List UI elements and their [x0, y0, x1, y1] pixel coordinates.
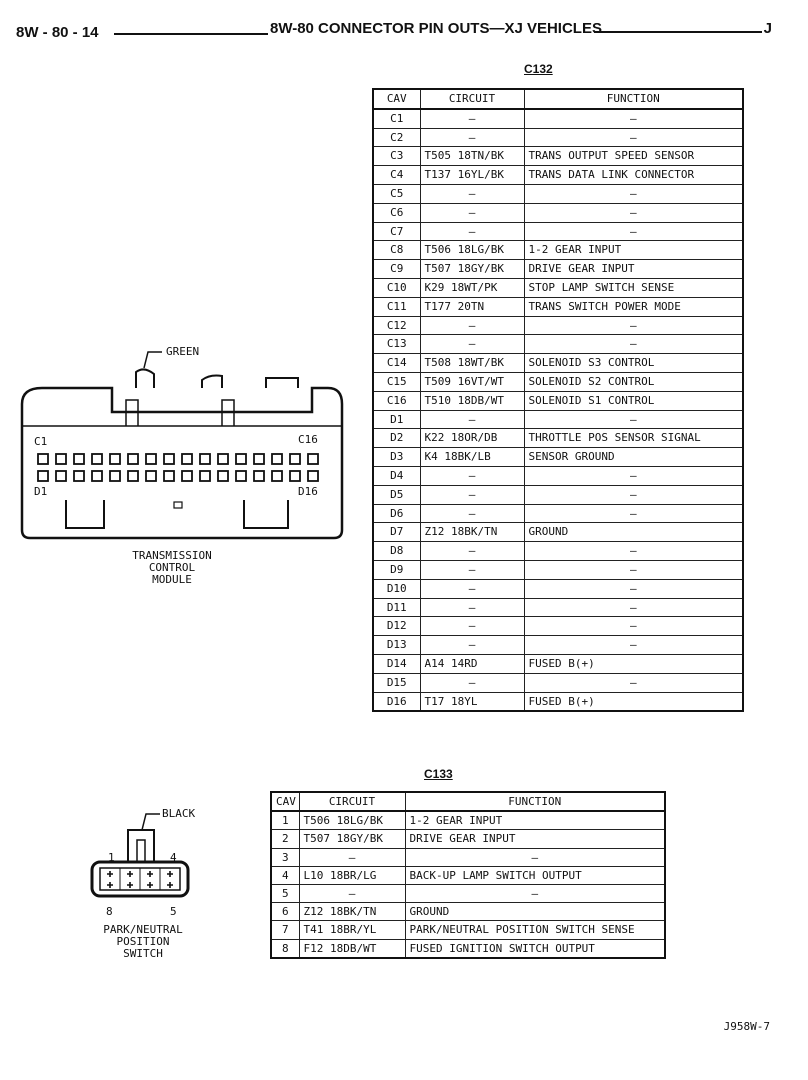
cell-cav: C14	[373, 354, 420, 373]
table-row	[271, 921, 665, 939]
pnp-name-line: POSITION	[116, 935, 170, 948]
cell-cav: D12	[373, 617, 420, 636]
page-number: 8W - 80 - 14	[16, 24, 99, 41]
cell-circuit: —	[420, 466, 524, 485]
tcm-pin-array	[38, 454, 318, 481]
table-row	[373, 203, 743, 222]
table-row	[373, 485, 743, 504]
c132-pinout-table	[372, 88, 744, 712]
tcm-name-line: TRANSMISSION	[132, 549, 212, 562]
table-row	[373, 579, 743, 598]
tcm-pin-cavity	[128, 471, 138, 481]
cell-circuit: —	[420, 316, 524, 335]
cell-circuit: A14 14RD	[420, 654, 524, 673]
cell-circuit: Z12 18BK/TN	[299, 903, 405, 921]
cell-function: —	[524, 109, 743, 128]
cell-function: —	[524, 466, 743, 485]
pnp-name-line: SWITCH	[123, 947, 163, 960]
table-row	[373, 523, 743, 542]
cell-function: FUSED B(+)	[524, 692, 743, 711]
cell-circuit: K29 18WT/PK	[420, 278, 524, 297]
header-rule-left	[114, 33, 268, 35]
cell-function: 1-2 GEAR INPUT	[524, 241, 743, 260]
table-row	[271, 848, 665, 866]
table-row	[373, 542, 743, 561]
tcm-pin-label-d1: D1	[34, 485, 48, 498]
cell-circuit: —	[420, 598, 524, 617]
pnp-pin-cavity	[107, 882, 113, 888]
cell-circuit: —	[299, 885, 405, 903]
cell-circuit: T507 18GY/BK	[420, 260, 524, 279]
cell-cav: C15	[373, 372, 420, 391]
table-row	[373, 429, 743, 448]
cell-cav: 8	[271, 939, 299, 958]
cell-cav: 3	[271, 848, 299, 866]
c133-pinout-table	[270, 791, 666, 959]
table-row	[373, 128, 743, 147]
cell-circuit: —	[420, 542, 524, 561]
column-header-function: FUNCTION	[524, 89, 743, 109]
cell-function: DRIVE GEAR INPUT	[524, 260, 743, 279]
cell-circuit: —	[420, 636, 524, 655]
cell-cav: C16	[373, 391, 420, 410]
cell-function: TRANS DATA LINK CONNECTOR	[524, 166, 743, 185]
cell-cav: C13	[373, 335, 420, 354]
c133-title: C133	[424, 767, 453, 781]
cell-function: —	[524, 598, 743, 617]
cell-cav: D9	[373, 560, 420, 579]
cell-circuit: T507 18GY/BK	[299, 830, 405, 848]
cell-cav: C1	[373, 109, 420, 128]
table-row	[373, 410, 743, 429]
tcm-pin-cavity	[236, 454, 246, 464]
cell-cav: D3	[373, 448, 420, 467]
cell-cav: 2	[271, 830, 299, 848]
tcm-pin-cavity	[56, 454, 66, 464]
cell-cav: C4	[373, 166, 420, 185]
cell-circuit: Z12 18BK/TN	[420, 523, 524, 542]
cell-cav: 1	[271, 811, 299, 830]
tcm-pin-cavity	[290, 454, 300, 464]
cell-circuit: —	[420, 579, 524, 598]
column-header-function: FUNCTION	[405, 792, 665, 811]
cell-cav: D13	[373, 636, 420, 655]
tcm-pin-cavity	[164, 471, 174, 481]
table-header-row	[373, 89, 743, 109]
tcm-pin-label-d16: D16	[298, 485, 318, 498]
tcm-pin-cavity	[110, 454, 120, 464]
tcm-pin-cavity	[128, 454, 138, 464]
cell-function: THROTTLE POS SENSOR SIGNAL	[524, 429, 743, 448]
cell-function: —	[524, 504, 743, 523]
pnp-pin-cavity	[107, 871, 113, 877]
tcm-pin-cavity	[254, 471, 264, 481]
table-row	[271, 830, 665, 848]
section-letter: J	[763, 20, 772, 37]
table-row	[373, 184, 743, 203]
tcm-connector-name	[112, 550, 232, 586]
cell-circuit: —	[420, 128, 524, 147]
cell-cav: D1	[373, 410, 420, 429]
cell-circuit: T137 16YL/BK	[420, 166, 524, 185]
cell-cav: D2	[373, 429, 420, 448]
header-rule-right	[594, 31, 762, 33]
cell-function: STOP LAMP SWITCH SENSE	[524, 278, 743, 297]
cell-function: —	[405, 848, 665, 866]
cell-function: —	[524, 410, 743, 429]
cell-circuit: F12 18DB/WT	[299, 939, 405, 958]
pnp-pin-cavity	[147, 882, 153, 888]
table-row	[373, 673, 743, 692]
tcm-pin-cavity	[38, 454, 48, 464]
cell-circuit: —	[420, 184, 524, 203]
table-row	[373, 654, 743, 673]
table-row	[271, 939, 665, 958]
cell-function: —	[524, 203, 743, 222]
cell-function: GROUND	[524, 523, 743, 542]
tcm-name-line: MODULE	[152, 573, 192, 586]
cell-function: —	[524, 485, 743, 504]
cell-circuit: T505 18TN/BK	[420, 147, 524, 166]
cell-circuit: —	[420, 203, 524, 222]
cell-cav: C7	[373, 222, 420, 241]
tcm-pin-cavity	[218, 471, 228, 481]
tcm-pin-cavity	[56, 471, 66, 481]
cell-cav: C3	[373, 147, 420, 166]
table-row	[373, 504, 743, 523]
cell-circuit: —	[420, 335, 524, 354]
tcm-pin-cavity	[308, 454, 318, 464]
cell-circuit: —	[420, 109, 524, 128]
cell-circuit: L10 18BR/LG	[299, 866, 405, 884]
cell-function: SOLENOID S1 CONTROL	[524, 391, 743, 410]
cell-cav: C11	[373, 297, 420, 316]
cell-cav: C6	[373, 203, 420, 222]
pnp-pin-label-8: 8	[106, 905, 113, 918]
column-header-cav: CAV	[271, 792, 299, 811]
cell-circuit: —	[420, 222, 524, 241]
cell-cav: C10	[373, 278, 420, 297]
table-row	[373, 147, 743, 166]
c132-title: C132	[524, 62, 553, 76]
cell-function: —	[524, 579, 743, 598]
table-row	[373, 278, 743, 297]
table-row	[373, 222, 743, 241]
table-row	[373, 391, 743, 410]
tcm-pin-label-c16: C16	[298, 433, 318, 446]
cell-function: 1-2 GEAR INPUT	[405, 811, 665, 830]
page-header	[16, 18, 772, 44]
table-row	[373, 372, 743, 391]
tcm-pin-cavity	[74, 454, 84, 464]
cell-cav: D4	[373, 466, 420, 485]
tcm-pin-cavity	[200, 454, 210, 464]
pnp-pin-label-1: 1	[108, 851, 115, 864]
cell-function: —	[524, 128, 743, 147]
tcm-pin-cavity	[38, 471, 48, 481]
cell-cav: C8	[373, 241, 420, 260]
tcm-pin-cavity	[146, 454, 156, 464]
cell-cav: 6	[271, 903, 299, 921]
pnp-connector-figure	[80, 800, 220, 970]
cell-circuit: —	[420, 485, 524, 504]
tcm-pin-label-c1: C1	[34, 435, 48, 448]
table-row	[373, 617, 743, 636]
figure-code: J958W-7	[723, 1020, 770, 1033]
pnp-name-line: PARK/NEUTRAL	[103, 923, 183, 936]
pnp-pin-cavity	[127, 882, 133, 888]
tcm-pin-cavity	[236, 471, 246, 481]
tcm-pin-cavity	[164, 454, 174, 464]
tcm-name-line: CONTROL	[148, 561, 196, 574]
cell-cav: D6	[373, 504, 420, 523]
page-title: 8W-80 CONNECTOR PIN OUTS—XJ VEHICLES	[270, 20, 602, 37]
pnp-connector-drawing	[80, 800, 220, 910]
tcm-pin-cavity	[74, 471, 84, 481]
table-row	[373, 560, 743, 579]
pnp-pin-cavity	[167, 871, 173, 877]
cell-circuit: T510 18DB/WT	[420, 391, 524, 410]
cell-cav: C5	[373, 184, 420, 203]
cell-circuit: —	[420, 673, 524, 692]
cell-function: DRIVE GEAR INPUT	[405, 830, 665, 848]
cell-circuit: —	[299, 848, 405, 866]
table-row	[373, 354, 743, 373]
column-header-circuit: CIRCUIT	[420, 89, 524, 109]
table-row	[373, 316, 743, 335]
table-row	[373, 297, 743, 316]
cell-function: GROUND	[405, 903, 665, 921]
cell-function: —	[524, 673, 743, 692]
table-row	[373, 692, 743, 711]
tcm-pin-cavity	[182, 454, 192, 464]
tcm-pin-cavity	[272, 454, 282, 464]
table-row	[373, 335, 743, 354]
cell-circuit: T177 20TN	[420, 297, 524, 316]
table-row	[271, 811, 665, 830]
cell-cav: D5	[373, 485, 420, 504]
cell-cav: D15	[373, 673, 420, 692]
cell-cav: C9	[373, 260, 420, 279]
pnp-color-label: BLACK	[162, 807, 196, 820]
cell-cav: D10	[373, 579, 420, 598]
cell-function: FUSED B(+)	[524, 654, 743, 673]
tcm-pin-cavity	[92, 454, 102, 464]
tcm-connector-figure	[16, 340, 356, 600]
cell-function: SENSOR GROUND	[524, 448, 743, 467]
tcm-pin-cavity	[290, 471, 300, 481]
cell-function: —	[524, 335, 743, 354]
cell-circuit: K4 18BK/LB	[420, 448, 524, 467]
cell-circuit: —	[420, 504, 524, 523]
c133-table-body	[271, 811, 665, 958]
cell-function: SOLENOID S2 CONTROL	[524, 372, 743, 391]
cell-cav: D8	[373, 542, 420, 561]
cell-function: —	[524, 560, 743, 579]
table-header-row	[271, 792, 665, 811]
table-row	[373, 166, 743, 185]
tcm-pin-cavity	[182, 471, 192, 481]
tcm-pin-cavity	[218, 454, 228, 464]
table-row	[373, 636, 743, 655]
cell-cav: D7	[373, 523, 420, 542]
column-header-cav: CAV	[373, 89, 420, 109]
cell-cav: D14	[373, 654, 420, 673]
tcm-pin-cavity	[308, 471, 318, 481]
cell-function: —	[405, 885, 665, 903]
cell-function: TRANS SWITCH POWER MODE	[524, 297, 743, 316]
cell-circuit: —	[420, 617, 524, 636]
cell-cav: 4	[271, 866, 299, 884]
cell-circuit: T17 18YL	[420, 692, 524, 711]
cell-function: —	[524, 636, 743, 655]
cell-circuit: T506 18LG/BK	[420, 241, 524, 260]
tcm-color-label: GREEN	[166, 345, 200, 358]
tcm-pin-cavity	[146, 471, 156, 481]
table-row	[373, 598, 743, 617]
table-row	[373, 260, 743, 279]
cell-function: —	[524, 184, 743, 203]
cell-function: —	[524, 316, 743, 335]
cell-function: FUSED IGNITION SWITCH OUTPUT	[405, 939, 665, 958]
c132-table-body	[373, 109, 743, 712]
pnp-pin-array	[107, 868, 173, 890]
table-row	[373, 241, 743, 260]
tcm-pin-cavity	[200, 471, 210, 481]
cell-circuit: —	[420, 410, 524, 429]
cell-circuit: T508 18WT/BK	[420, 354, 524, 373]
cell-circuit: T509 16VT/WT	[420, 372, 524, 391]
pnp-pin-label-4: 4	[170, 851, 177, 864]
tcm-pin-cavity	[110, 471, 120, 481]
cell-cav: D16	[373, 692, 420, 711]
cell-function: TRANS OUTPUT SPEED SENSOR	[524, 147, 743, 166]
tcm-pin-cavity	[272, 471, 282, 481]
cell-cav: C2	[373, 128, 420, 147]
pnp-pin-cavity	[167, 882, 173, 888]
cell-function: —	[524, 617, 743, 636]
table-row	[373, 466, 743, 485]
cell-cav: 7	[271, 921, 299, 939]
table-row	[271, 903, 665, 921]
cell-function: SOLENOID S3 CONTROL	[524, 354, 743, 373]
tcm-pin-cavity	[254, 454, 264, 464]
cell-function: —	[524, 222, 743, 241]
cell-function: PARK/NEUTRAL POSITION SWITCH SENSE	[405, 921, 665, 939]
cell-cav: 5	[271, 885, 299, 903]
cell-circuit: K22 18OR/DB	[420, 429, 524, 448]
cell-function: BACK-UP LAMP SWITCH OUTPUT	[405, 866, 665, 884]
table-row	[373, 448, 743, 467]
pnp-pin-cavity	[127, 871, 133, 877]
table-row	[373, 109, 743, 128]
tcm-pin-cavity	[92, 471, 102, 481]
pnp-pin-cavity	[147, 871, 153, 877]
cell-circuit: T506 18LG/BK	[299, 811, 405, 830]
cell-cav: D11	[373, 598, 420, 617]
table-row	[271, 866, 665, 884]
cell-circuit: T41 18BR/YL	[299, 921, 405, 939]
cell-function: —	[524, 542, 743, 561]
column-header-circuit: CIRCUIT	[299, 792, 405, 811]
cell-cav: C12	[373, 316, 420, 335]
pnp-pin-label-5: 5	[170, 905, 177, 918]
table-row	[271, 885, 665, 903]
cell-circuit: —	[420, 560, 524, 579]
pnp-connector-name	[80, 924, 206, 960]
